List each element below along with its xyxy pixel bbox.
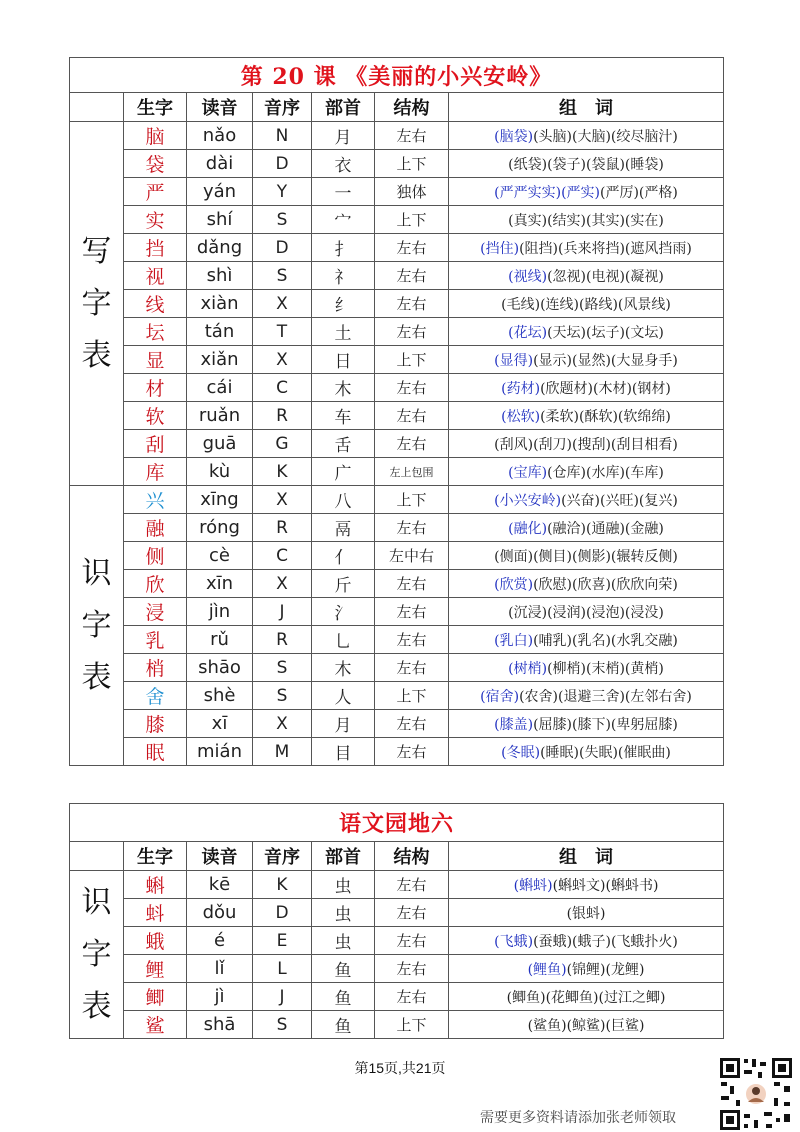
pinyin-cell: tán — [187, 318, 253, 346]
table-row — [70, 738, 724, 766]
highlight-word: (显得) — [494, 352, 534, 369]
index-letter-cell: X — [253, 570, 312, 598]
highlight-word: (宝库) — [508, 464, 548, 481]
index-letter-cell: K — [253, 458, 312, 486]
words-cell — [449, 927, 724, 955]
words-cell — [449, 871, 724, 899]
index-letter-cell: M — [253, 738, 312, 766]
structure-cell: 左右 — [375, 871, 449, 899]
structure-cell: 左右 — [375, 122, 449, 150]
words-cell — [449, 122, 724, 150]
structure-cell: 左右 — [375, 318, 449, 346]
section-label-char: 字 — [81, 936, 112, 972]
pinyin-cell: mián — [187, 738, 253, 766]
words-cell — [449, 178, 724, 206]
lesson20-title: 第 20 课 《美丽的小兴安岭》 — [70, 58, 724, 93]
character-cell: 鲫 — [124, 983, 187, 1011]
table-row — [70, 318, 724, 346]
section-label — [70, 122, 124, 486]
radical-cell: 扌 — [312, 234, 375, 262]
character-cell: 鲤 — [124, 955, 187, 983]
character-cell: 眠 — [124, 738, 187, 766]
garden6-header-row — [70, 842, 724, 871]
index-letter-cell: X — [253, 710, 312, 738]
index-letter-cell: S — [253, 262, 312, 290]
character-cell: 材 — [124, 374, 187, 402]
radical-cell: 日 — [312, 346, 375, 374]
words-cell — [449, 738, 724, 766]
structure-cell: 左右 — [375, 955, 449, 983]
index-letter-cell: L — [253, 955, 312, 983]
pinyin-cell: shí — [187, 206, 253, 234]
structure-cell: 左右 — [375, 430, 449, 458]
lesson20-header-row — [70, 93, 724, 122]
structure-cell: 左右 — [375, 738, 449, 766]
word-list: (睡眠)(失眠)(催眠曲) — [540, 744, 671, 761]
character-cell: 膝 — [124, 710, 187, 738]
highlight-word: (视线) — [508, 268, 548, 285]
words-cell — [449, 234, 724, 262]
radical-cell: 斤 — [312, 570, 375, 598]
word-list: (阻挡)(兵来将挡)(遮风挡雨) — [519, 240, 692, 257]
highlight-word: (蝌蚪) — [513, 877, 553, 894]
pinyin-cell: kù — [187, 458, 253, 486]
section-label-char: 字 — [81, 285, 112, 321]
structure-cell: 左右 — [375, 290, 449, 318]
word-list: (仓库)(水库)(车库) — [547, 464, 664, 481]
index-letter-cell: S — [253, 1011, 312, 1039]
table-row — [70, 1011, 724, 1039]
section-label-char: 识 — [81, 555, 112, 591]
words-cell — [449, 955, 724, 983]
words-cell — [449, 626, 724, 654]
radical-cell: 木 — [312, 654, 375, 682]
column-header: 结构 — [375, 93, 449, 122]
index-letter-cell: R — [253, 626, 312, 654]
index-letter-cell: C — [253, 374, 312, 402]
character-cell: 刮 — [124, 430, 187, 458]
table-row — [70, 927, 724, 955]
section-label-char: 表 — [81, 337, 112, 373]
character-cell: 脑 — [124, 122, 187, 150]
pinyin-cell: rǔ — [187, 626, 253, 654]
highlight-word: (严严实实)(严实) — [494, 184, 600, 201]
highlight-word: (冬眠) — [501, 744, 541, 761]
highlight-word: (膝盖) — [494, 716, 534, 733]
structure-cell: 上下 — [375, 682, 449, 710]
radical-cell: 车 — [312, 402, 375, 430]
structure-cell: 左右 — [375, 654, 449, 682]
words-cell — [449, 150, 724, 178]
radical-cell: 礻 — [312, 262, 375, 290]
word-list: (兴奋)(兴旺)(复兴) — [561, 492, 678, 509]
radical-cell: 宀 — [312, 206, 375, 234]
column-header: 组 词 — [449, 93, 724, 122]
radical-cell: 虫 — [312, 927, 375, 955]
table-row — [70, 598, 724, 626]
column-header: 生字 — [124, 842, 187, 871]
words-cell — [449, 654, 724, 682]
character-cell: 线 — [124, 290, 187, 318]
word-list: (蚕蛾)(蛾子)(飞蛾扑火) — [533, 933, 678, 950]
section-label — [70, 486, 124, 766]
index-letter-cell: Y — [253, 178, 312, 206]
table-row — [70, 122, 724, 150]
word-list: (蝌蚪文)(蝌蚪书) — [552, 877, 659, 894]
character-cell: 浸 — [124, 598, 187, 626]
highlight-word: (松软) — [501, 408, 541, 425]
word-list: (欣慰)(欣喜)(欣欣向荣) — [533, 576, 678, 593]
word-list: (融洽)(通融)(金融) — [547, 520, 664, 537]
table-row — [70, 654, 724, 682]
pinyin-cell: dài — [187, 150, 253, 178]
column-header: 读音 — [187, 93, 253, 122]
character-cell: 坛 — [124, 318, 187, 346]
pinyin-cell: xī — [187, 710, 253, 738]
pinyin-cell: jì — [187, 983, 253, 1011]
footer-note: 需要更多资料请添加张老师领取 — [480, 1110, 676, 1126]
table-row — [70, 234, 724, 262]
word-list: (头脑)(大脑)(绞尽脑汁) — [533, 128, 678, 145]
pinyin-cell: nǎo — [187, 122, 253, 150]
character-cell: 蚪 — [124, 899, 187, 927]
column-header: 音序 — [253, 93, 312, 122]
table-row — [70, 871, 724, 899]
character-cell: 袋 — [124, 150, 187, 178]
words-cell — [449, 570, 724, 598]
pinyin-cell: cái — [187, 374, 253, 402]
radical-cell: 鱼 — [312, 983, 375, 1011]
pinyin-cell: jìn — [187, 598, 253, 626]
index-letter-cell: D — [253, 150, 312, 178]
column-header: 结构 — [375, 842, 449, 871]
radical-cell: 虫 — [312, 871, 375, 899]
character-cell: 蛾 — [124, 927, 187, 955]
word-list: (显示)(显然)(大显身手) — [533, 352, 678, 369]
structure-cell: 左右 — [375, 899, 449, 927]
radical-cell: 八 — [312, 486, 375, 514]
structure-cell: 左右 — [375, 374, 449, 402]
words-cell — [449, 1011, 724, 1039]
structure-cell: 左右 — [375, 234, 449, 262]
words-cell — [449, 486, 724, 514]
structure-cell: 左右 — [375, 927, 449, 955]
radical-cell: 土 — [312, 318, 375, 346]
structure-cell: 左中右 — [375, 542, 449, 570]
highlight-word: (鲤鱼) — [527, 961, 567, 978]
words-cell — [449, 290, 724, 318]
word-list: (农舍)(退避三舍)(左邻右舍) — [519, 688, 692, 705]
words-cell — [449, 983, 724, 1011]
table-row — [70, 178, 724, 206]
radical-cell: 虫 — [312, 899, 375, 927]
column-header: 部首 — [312, 93, 375, 122]
table-row — [70, 542, 724, 570]
index-letter-cell: D — [253, 899, 312, 927]
highlight-word: (药材) — [501, 380, 541, 397]
radical-cell: 鱼 — [312, 955, 375, 983]
index-letter-cell: N — [253, 122, 312, 150]
word-list: (鲨鱼)(鲸鲨)(巨鲨) — [527, 1017, 645, 1034]
structure-cell: 上下 — [375, 1011, 449, 1039]
word-list: (真实)(结实)(其实)(实在) — [508, 212, 664, 229]
word-list: (鲫鱼)(花鲫鱼)(过江之鲫) — [506, 989, 666, 1006]
pinyin-cell: xiàn — [187, 290, 253, 318]
character-cell: 舍 — [124, 682, 187, 710]
table-row — [70, 486, 724, 514]
structure-cell: 独体 — [375, 178, 449, 206]
index-letter-cell: C — [253, 542, 312, 570]
table-row — [70, 150, 724, 178]
pinyin-cell: xiǎn — [187, 346, 253, 374]
pinyin-cell: shāo — [187, 654, 253, 682]
index-letter-cell: T — [253, 318, 312, 346]
structure-cell: 左右 — [375, 626, 449, 654]
highlight-word: (小兴安岭) — [494, 492, 562, 509]
word-list: (天坛)(坛子)(文坛) — [547, 324, 664, 341]
radical-cell: 亻 — [312, 542, 375, 570]
character-cell: 严 — [124, 178, 187, 206]
table-row — [70, 899, 724, 927]
structure-cell: 左右 — [375, 402, 449, 430]
word-list: (银蚪) — [566, 905, 606, 922]
radical-cell: 木 — [312, 374, 375, 402]
pinyin-cell: é — [187, 927, 253, 955]
table-row — [70, 682, 724, 710]
character-cell: 库 — [124, 458, 187, 486]
table-row — [70, 458, 724, 486]
words-cell — [449, 402, 724, 430]
highlight-word: (树梢) — [508, 660, 548, 677]
structure-cell: 上下 — [375, 486, 449, 514]
word-list: (纸袋)(袋子)(袋鼠)(睡袋) — [508, 156, 664, 173]
pinyin-cell: cè — [187, 542, 253, 570]
column-header: 组 词 — [449, 842, 724, 871]
character-cell: 侧 — [124, 542, 187, 570]
header-blank — [70, 842, 124, 871]
highlight-word: (脑袋) — [494, 128, 534, 145]
index-letter-cell: E — [253, 927, 312, 955]
radical-cell: 月 — [312, 122, 375, 150]
word-list: (哺乳)(乳名)(水乳交融) — [533, 632, 678, 649]
character-cell: 兴 — [124, 486, 187, 514]
word-list: (柳梢)(末梢)(黄梢) — [547, 660, 664, 677]
table-row — [70, 710, 724, 738]
pinyin-cell: xīng — [187, 486, 253, 514]
table-row — [70, 262, 724, 290]
words-cell — [449, 318, 724, 346]
structure-cell: 左右 — [375, 570, 449, 598]
pinyin-cell: shè — [187, 682, 253, 710]
garden6-table — [69, 803, 724, 1039]
highlight-word: (乳白) — [494, 632, 534, 649]
character-cell: 乳 — [124, 626, 187, 654]
pinyin-cell: kē — [187, 871, 253, 899]
words-cell — [449, 899, 724, 927]
words-cell — [449, 374, 724, 402]
character-cell: 鲨 — [124, 1011, 187, 1039]
character-cell: 蝌 — [124, 871, 187, 899]
table-row — [70, 402, 724, 430]
structure-cell: 左上包围 — [375, 458, 449, 486]
lesson20-table — [69, 57, 724, 766]
structure-cell: 左右 — [375, 262, 449, 290]
radical-cell: 舌 — [312, 430, 375, 458]
structure-cell: 左右 — [375, 983, 449, 1011]
words-cell — [449, 346, 724, 374]
pinyin-cell: xīn — [187, 570, 253, 598]
highlight-word: (欣赏) — [494, 576, 534, 593]
section-label-char: 识 — [81, 884, 112, 920]
word-list: (柔软)(酥软)(软绵绵) — [540, 408, 671, 425]
column-header: 音序 — [253, 842, 312, 871]
radical-cell: 人 — [312, 682, 375, 710]
table-row — [70, 570, 724, 598]
radical-cell: 纟 — [312, 290, 375, 318]
radical-cell: 衣 — [312, 150, 375, 178]
radical-cell: 月 — [312, 710, 375, 738]
index-letter-cell: S — [253, 654, 312, 682]
pinyin-cell: shì — [187, 262, 253, 290]
words-cell — [449, 682, 724, 710]
words-cell — [449, 710, 724, 738]
table-row — [70, 206, 724, 234]
highlight-word: (宿舍) — [480, 688, 520, 705]
pinyin-cell: guā — [187, 430, 253, 458]
radical-cell: 广 — [312, 458, 375, 486]
column-header: 部首 — [312, 842, 375, 871]
table-row — [70, 346, 724, 374]
table-row — [70, 983, 724, 1011]
section-label-char: 表 — [81, 988, 112, 1024]
index-letter-cell: J — [253, 983, 312, 1011]
structure-cell: 上下 — [375, 206, 449, 234]
index-letter-cell: D — [253, 234, 312, 262]
index-letter-cell: X — [253, 486, 312, 514]
index-letter-cell: X — [253, 290, 312, 318]
pinyin-cell: ruǎn — [187, 402, 253, 430]
character-cell: 梢 — [124, 654, 187, 682]
pinyin-cell: dǒu — [187, 899, 253, 927]
words-cell — [449, 430, 724, 458]
index-letter-cell: R — [253, 402, 312, 430]
header-blank — [70, 93, 124, 122]
character-cell: 视 — [124, 262, 187, 290]
word-list: (屈膝)(膝下)(卑躬屈膝) — [533, 716, 678, 733]
highlight-word: (飞蛾) — [494, 933, 534, 950]
pinyin-cell: yán — [187, 178, 253, 206]
words-cell — [449, 514, 724, 542]
word-list: (毛线)(连线)(路线)(风景线) — [501, 296, 671, 313]
qr-code-icon — [718, 1056, 794, 1132]
character-cell: 融 — [124, 514, 187, 542]
column-header: 生字 — [124, 93, 187, 122]
words-cell — [449, 206, 724, 234]
table-row — [70, 955, 724, 983]
structure-cell: 左右 — [375, 710, 449, 738]
garden6-title: 语文园地六 — [70, 804, 724, 842]
radical-cell: 鱼 — [312, 1011, 375, 1039]
section-label-char: 写 — [81, 233, 112, 269]
table-row — [70, 374, 724, 402]
radical-cell: 氵 — [312, 598, 375, 626]
words-cell — [449, 262, 724, 290]
pinyin-cell: lǐ — [187, 955, 253, 983]
pinyin-cell: dǎng — [187, 234, 253, 262]
word-list: (侧面)(侧目)(侧影)(辗转反侧) — [494, 548, 678, 565]
index-letter-cell: S — [253, 206, 312, 234]
radical-cell: 乚 — [312, 626, 375, 654]
structure-cell: 上下 — [375, 346, 449, 374]
structure-cell: 上下 — [375, 150, 449, 178]
words-cell — [449, 542, 724, 570]
word-list: (锦鲤)(龙鲤) — [566, 961, 645, 978]
index-letter-cell: J — [253, 598, 312, 626]
word-list: (欣题材)(木材)(钢材) — [540, 380, 671, 397]
word-list: (忽视)(电视)(凝视) — [547, 268, 664, 285]
structure-cell: 左右 — [375, 598, 449, 626]
character-cell: 挡 — [124, 234, 187, 262]
radical-cell: 鬲 — [312, 514, 375, 542]
table-row — [70, 430, 724, 458]
table-row — [70, 290, 724, 318]
table-row — [70, 626, 724, 654]
words-cell — [449, 458, 724, 486]
column-header: 读音 — [187, 842, 253, 871]
structure-cell: 左右 — [375, 514, 449, 542]
highlight-word: (融化) — [508, 520, 548, 537]
section-label-char: 表 — [81, 659, 112, 695]
word-list: (沉浸)(浸润)(浸泡)(浸没) — [508, 604, 664, 621]
word-list: (严厉)(严格) — [600, 184, 678, 201]
page-number: 第15页,共21页 — [354, 1060, 446, 1076]
radical-cell: 一 — [312, 178, 375, 206]
radical-cell: 目 — [312, 738, 375, 766]
index-letter-cell: G — [253, 430, 312, 458]
character-cell: 欣 — [124, 570, 187, 598]
index-letter-cell: K — [253, 871, 312, 899]
word-list: (刮风)(刮刀)(搜刮)(刮目相看) — [494, 436, 678, 453]
section-label-char: 字 — [81, 607, 112, 643]
index-letter-cell: X — [253, 346, 312, 374]
character-cell: 实 — [124, 206, 187, 234]
table-row — [70, 514, 724, 542]
highlight-word: (挡住) — [480, 240, 520, 257]
index-letter-cell: R — [253, 514, 312, 542]
pinyin-cell: shā — [187, 1011, 253, 1039]
character-cell: 显 — [124, 346, 187, 374]
section-label — [70, 871, 124, 1039]
character-cell: 软 — [124, 402, 187, 430]
highlight-word: (花坛) — [508, 324, 548, 341]
index-letter-cell: S — [253, 682, 312, 710]
words-cell — [449, 598, 724, 626]
pinyin-cell: róng — [187, 514, 253, 542]
